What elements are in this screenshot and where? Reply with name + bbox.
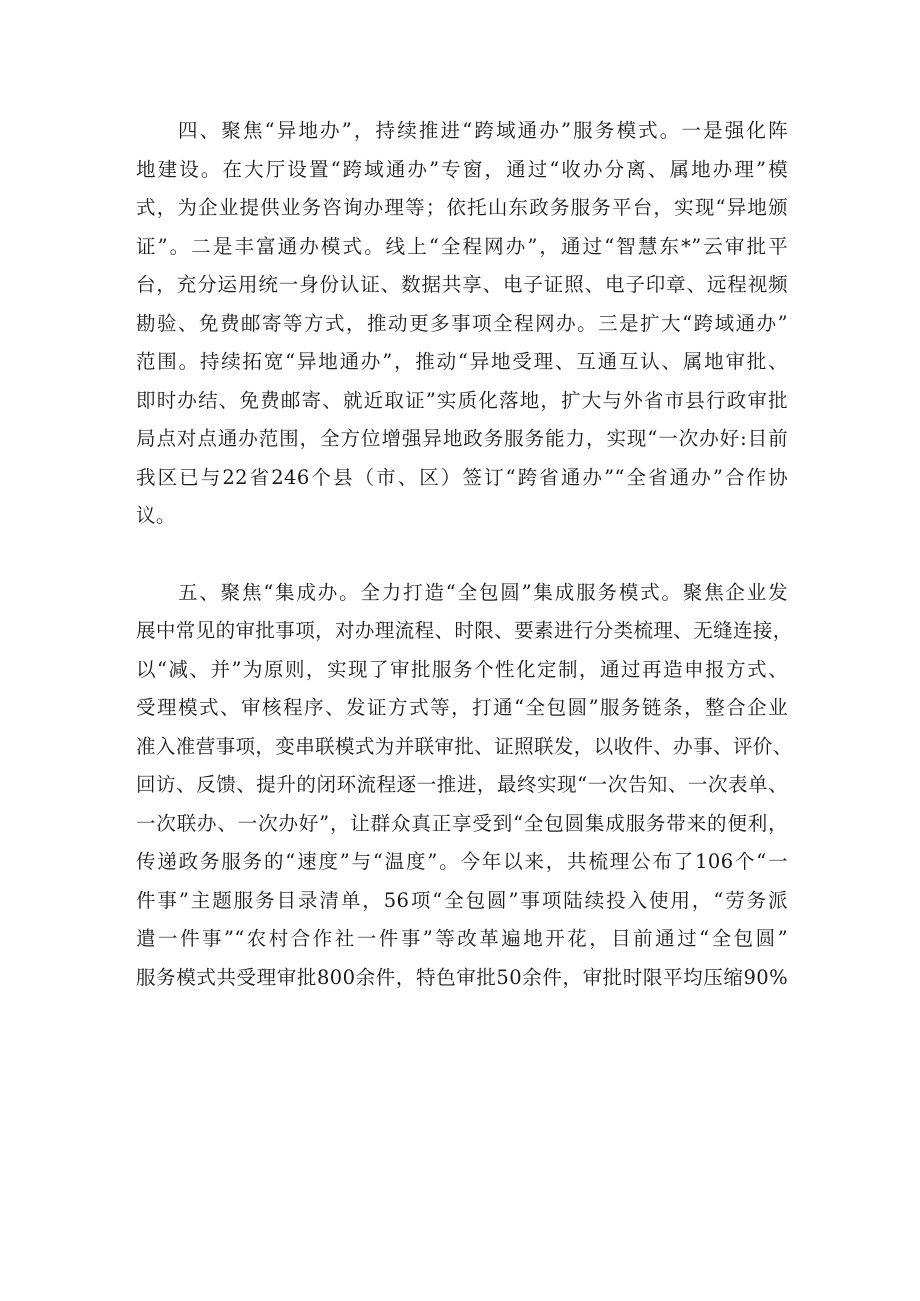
paragraph-four bbox=[136, 112, 788, 536]
text-line: 局点对点通办范围，全方位增强异地政务服务能力，实现“一次办好:目前 bbox=[136, 427, 788, 450]
text-line: 勘验、免费邮寄等方式，推动更多事项全程网办。三是扩大“跨域通办” bbox=[136, 311, 788, 335]
text-line: 式，为企业提供业务咨询办理等；依托山东政务服务平台，实现“异地颁 bbox=[136, 196, 788, 219]
text-line: 我区已与22省246个县（市、区）签订“跨省通办”“全省通办”合作协 bbox=[136, 465, 788, 489]
text-line: 传递政务服务的“速度”与“温度”。今年以来，共梳理公布了106个“一 bbox=[136, 850, 788, 873]
text-line: 四、聚焦“异地办”，持续推进“跨域通办”服务模式。一是强化阵 bbox=[178, 119, 788, 142]
text-line: 即时办结、免费邮寄、就近取证”实质化落地，扩大与外省市县行政审批 bbox=[136, 388, 788, 412]
text-line: 地建设。在大厅设置“跨域通办”专窗，通过“收办分离、属地办理”模 bbox=[136, 157, 788, 181]
text-line: 五、聚焦“集成办。全力打造“全包圆”集成服务模式。聚焦企业发 bbox=[178, 580, 788, 604]
text-line: 证”。二是丰富通办模式。线上“全程网办”，通过“智慧东*”云审批平 bbox=[136, 234, 788, 258]
text-line: 以“减、并”为原则，实现了审批服务个性化定制，通过再造申报方式、 bbox=[136, 657, 788, 681]
text-line: 范围。持续拓宽“异地通办”，推动“异地受理、互通互认、属地审批、 bbox=[136, 350, 788, 373]
paragraph-five bbox=[136, 574, 793, 998]
text-line: 件事”主题服务目录清单，56项“全包圆”事项陆续投入使用，“劳务派 bbox=[136, 888, 788, 912]
text-line: 受理模式、审核程序、发证方式等，打通“全包圆”服务链条，整合企业 bbox=[136, 696, 788, 719]
text-line: 展中常见的审批事项，对办理流程、时限、要素进行分类梳理、无缝连接， bbox=[136, 619, 793, 642]
text-line: 回访、反馈、提升的闭环流程逐一推进，最终实现“一次告知、一次表单、 bbox=[136, 773, 788, 796]
text-line: 议。 bbox=[136, 504, 176, 527]
text-line: 台，充分运用统一身份认证、数据共享、电子证照、电子印章、远程视频 bbox=[136, 273, 788, 296]
text-line: 服务模式共受理审批800余件，特色审批50余件，审批时限平均压缩90% bbox=[136, 965, 788, 989]
text-line: 准入准营事项，变串联模式为并联审批、证照联发，以收件、办事、评价、 bbox=[136, 734, 793, 758]
text-line: 一次联办、一次办好”，让群众真正享受到“全包圆集成服务带来的便利， bbox=[136, 811, 788, 835]
document-body bbox=[136, 112, 793, 997]
text-line: 遣一件事”“农村合作社一件事”等改革遍地开花，目前通过“全包圆” bbox=[136, 927, 788, 950]
